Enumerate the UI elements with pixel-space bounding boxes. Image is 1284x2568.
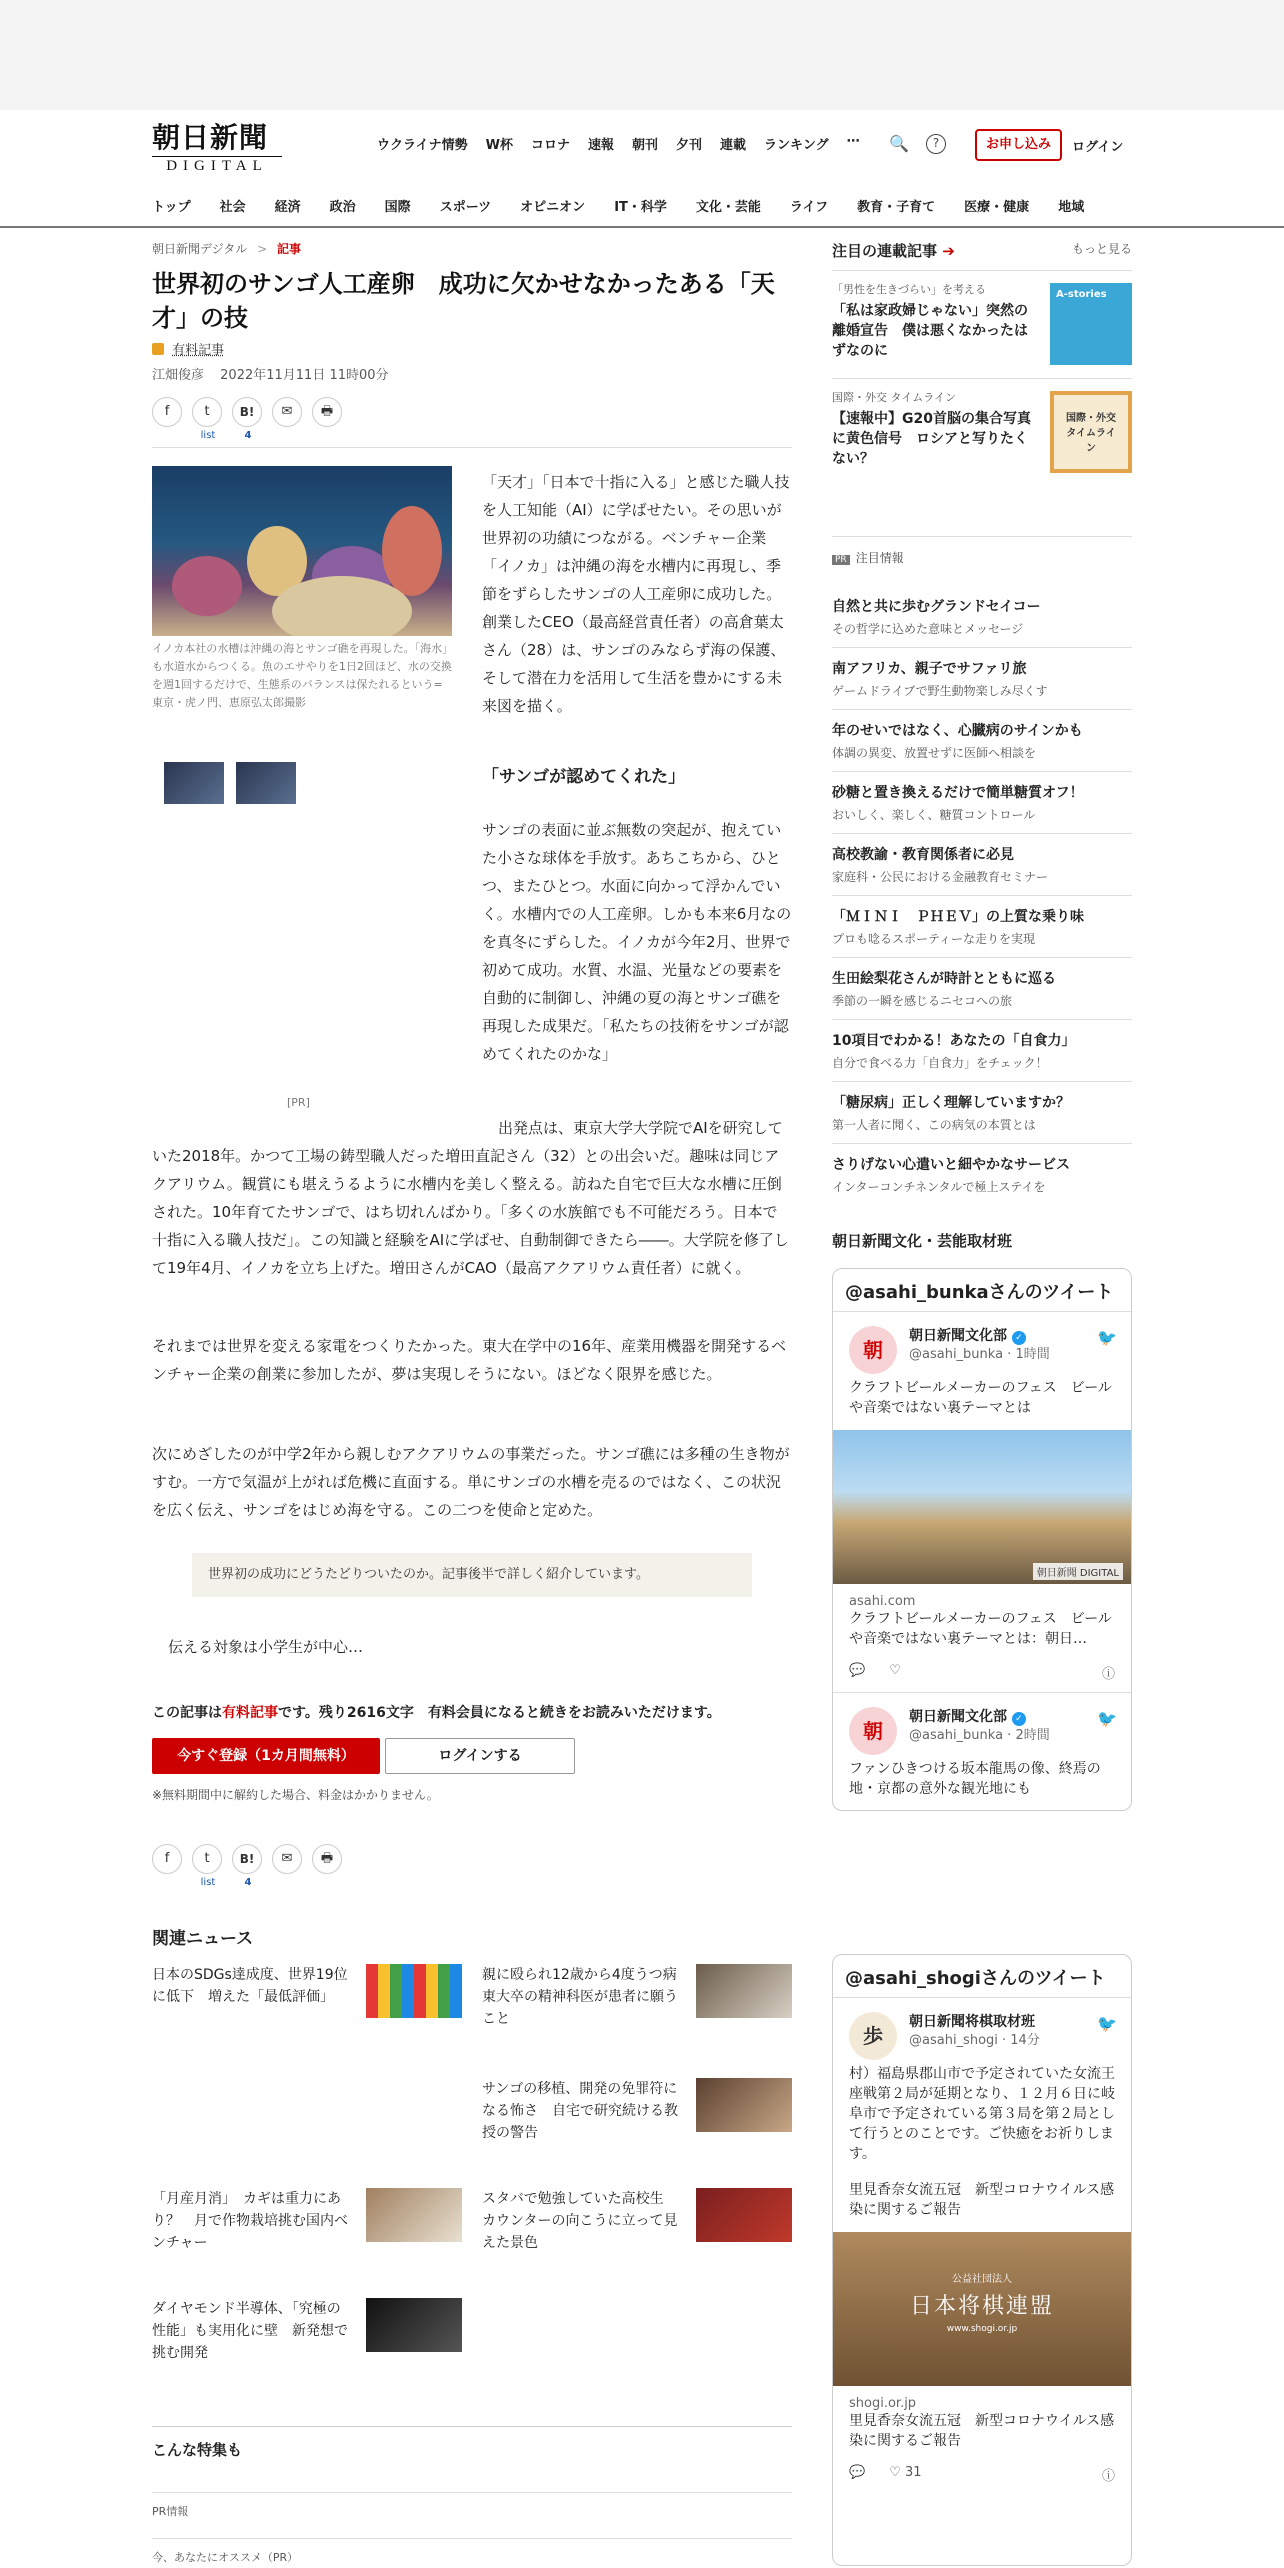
nav-item-wcup[interactable]: W杯 <box>485 138 513 153</box>
pr-item[interactable] <box>832 772 1132 834</box>
pr-sub: 第一人者に聞く、この病気の本質とは <box>832 1118 1036 1132</box>
publish-date: 2022年11月11日 11時00分 <box>220 368 389 383</box>
series-thumbnail[interactable]: 国際・外交 タイムライン <box>1050 391 1132 473</box>
pr-title[interactable]: 「糖尿病」正しく理解していますか？ <box>832 1095 1070 1111</box>
bunka-twitter-embed <box>832 1268 1132 1811</box>
series-item[interactable] <box>832 378 1132 478</box>
pr-item[interactable] <box>832 896 1132 958</box>
sidebar <box>832 240 1132 2484</box>
help-icon[interactable]: ? <box>926 134 946 154</box>
article-paragraph-3 <box>152 1114 792 1282</box>
tweet-link-domain[interactable]: shogi.or.jp <box>849 2396 917 2411</box>
arrow-right-icon: ➔ <box>942 242 955 260</box>
related-title[interactable]: ダイヤモンド半導体、「究極の性能」も実用化に壁 新発想で挑む開発 <box>152 2301 348 2361</box>
pr-sub: プロも唸るスポーティーな走りを実現 <box>832 932 1036 946</box>
pr-sub: 家庭科・公民における金融教育セミナー <box>832 870 1049 884</box>
pr-title[interactable]: 高校教諭・教育関係者に必見 <box>832 847 1014 863</box>
tweet[interactable] <box>833 1997 1131 2494</box>
photo-caption: イノカ本社の水槽は沖縄の海とサンゴ礁を再現した。「海水」も水道水からつくる。魚のエサやりを1日2回ほど、水の交換を週1回するだけで、生態系のバランスは保たれるという=東京・虎ノ門、恵原弘太郎撮影 <box>152 642 452 709</box>
nav-item-ukraine[interactable]: ウクライナ情勢 <box>377 138 468 153</box>
share-count[interactable]: 4 <box>244 430 252 441</box>
info-icon[interactable]: ⓘ <box>1101 2469 1115 2484</box>
twitter-embed-heading[interactable]: @asahi_bunkaさんのツイート <box>845 1282 1114 1303</box>
pr-sub: 体調の異変、放置せずに医師へ相談を <box>832 746 1037 760</box>
nav-item-corona[interactable]: コロナ <box>530 138 570 153</box>
top-ad-band <box>0 0 1284 110</box>
lock-icon <box>152 343 164 355</box>
avatar[interactable]: 朝 <box>849 1326 897 1374</box>
tweet-image-text-1: 公益社団法人 <box>952 2274 1012 2285</box>
tweet-image-text-2: 日本将棋連盟 <box>909 2294 1054 2319</box>
logo-main: 朝日新聞 <box>152 121 269 154</box>
like-icon: ♡ <box>889 2465 901 2480</box>
share-bar-bottom <box>152 1844 342 1888</box>
related-title[interactable]: サンゴの移植、開発の免罪符になる怖さ 自宅で研究続ける教授の警告 <box>482 2081 678 2141</box>
logo-sub: DIGITAL <box>152 156 282 175</box>
tweet-author[interactable]: 朝日新聞将棋取材班 <box>909 2014 1035 2030</box>
related-thumbnail[interactable] <box>366 2298 462 2352</box>
nav-item-series[interactable]: 連載 <box>720 138 747 153</box>
tweet-author-name: 朝日新聞文化部 <box>909 1709 1007 1725</box>
reply-icon[interactable]: 💬 <box>849 2465 866 2480</box>
section-sports[interactable]: スポーツ <box>439 200 492 215</box>
twitter-bird-icon[interactable]: 🐦 <box>1097 1709 1117 1728</box>
mail-share-icon[interactable]: ✉ <box>272 1844 302 1874</box>
nav-item-evening[interactable]: 夕刊 <box>676 138 703 153</box>
verified-icon: ✓ <box>1012 1712 1026 1726</box>
like-count: 31 <box>904 2465 922 2480</box>
section-it-science[interactable]: IT・科学 <box>614 200 667 215</box>
tweet-author-name: 朝日新聞文化部 <box>909 1328 1007 1344</box>
pr-title[interactable]: 「ＭＩＮＩ ＰＨＥＶ」の上質な乗り味 <box>832 909 1084 925</box>
tweet-actions <box>849 1663 1115 1682</box>
section-top[interactable]: トップ <box>152 200 191 215</box>
section-society[interactable]: 社会 <box>219 200 246 215</box>
tweet-body: ファンひきつける坂本龍馬の像、終焉の地・京都の意外な観光地にも <box>849 1761 1101 1797</box>
pr-sub: インターコンチネンタルで極上ステイを <box>832 1180 1046 1194</box>
related-item[interactable] <box>152 1964 462 2008</box>
tweet-handle[interactable]: @asahi_bunka · 1時間 <box>909 1347 1050 1362</box>
like-button[interactable] <box>889 2465 921 2484</box>
twitter-bird-icon[interactable]: 🐦 <box>1097 2014 1117 2033</box>
related-item[interactable] <box>482 1964 792 2030</box>
paragraph-3-start: 出発点は、東京大学大学院でAIを研究 <box>498 1119 753 1137</box>
article-trailing: 伝える対象は小学生が中心… <box>168 1638 364 1656</box>
pr-title[interactable]: 南アフリカ、親子でサファリ旅 <box>832 661 1027 677</box>
share-list-label[interactable]: list <box>200 430 216 441</box>
avatar[interactable]: 歩 <box>849 2012 897 2060</box>
section-culture[interactable]: 文化・芸能 <box>695 200 761 215</box>
pr-tag: PR <box>832 555 850 565</box>
more-icon[interactable]: ⋯ <box>846 134 860 149</box>
like-icon[interactable]: ♡ <box>889 1663 901 1678</box>
series-heading-text: 注目の連載記事 <box>832 242 938 260</box>
twitter-share-icon[interactable] <box>192 397 222 441</box>
section-region[interactable]: 地域 <box>1058 200 1085 215</box>
section-nav <box>152 196 1084 215</box>
article-paragraph-4: それまでは世界を変える家電をつくりたかった。東大在学中の16年、産業用機器を開発するベンチャー企業の創業に参加したが、夢は実現しそうにない。ほどなく限界を感じた。 <box>152 1337 787 1383</box>
related-item[interactable] <box>482 2188 792 2254</box>
mail-share-icon[interactable]: ✉ <box>272 397 302 427</box>
pr-title[interactable]: 10項目でわかる！あなたの「自食力」 <box>832 1033 1076 1049</box>
photo-thumbnails <box>164 762 296 804</box>
pr-sub: ゲームドライブで野生動物楽しみ尽くす <box>832 684 1048 698</box>
breadcrumb-current[interactable]: 記事 <box>277 242 302 256</box>
hatena-glyph: B! <box>239 405 255 419</box>
search-icon[interactable]: 🔍 <box>889 134 909 153</box>
breadcrumb <box>152 240 792 257</box>
paid-label: 有料記事 <box>172 343 225 358</box>
paywall-message <box>152 1702 721 1722</box>
tweet-author[interactable] <box>909 1326 1115 1346</box>
related-title[interactable]: スタバで勉強していた高校生 カウンターの向こうに立って見えた景色 <box>482 2191 678 2251</box>
series-heading[interactable] <box>832 240 955 261</box>
attention-label: 注目情報 <box>855 551 904 565</box>
nav-item-breaking[interactable]: 速報 <box>587 138 614 153</box>
pr-title[interactable]: 自然と共に歩むグランドセイコー <box>832 599 1041 615</box>
tweet-image-text-3: www.shogi.or.jp <box>946 2324 1018 2334</box>
article-notice: 世界初の成功にどうたどりついたのか。記事後半で詳しく紹介しています。 <box>192 1553 752 1597</box>
tweet-body: 村）福島県郡山市で予定されていた女流王座戦第２局が延期となり、１２月６日に岐阜市で予定されている第３局を第２局として行うとのことです。ご快癒をお祈りします。 <box>849 2066 1115 2162</box>
login-button[interactable]: ログインする <box>385 1738 575 1774</box>
breadcrumb-home[interactable]: 朝日新聞デジタル <box>152 242 248 256</box>
series-title[interactable]: 「私は家政婦じゃない」突然の離婚宣告 僕は悪くなかったはずなのに <box>832 303 1028 359</box>
pr-sub: 季節の一瞬を感じるニセコへの旅 <box>832 994 1013 1008</box>
reply-icon[interactable]: 💬 <box>849 1663 866 1678</box>
paywall-paid[interactable]: 有料記事 <box>222 1705 278 1721</box>
site-header <box>0 110 1284 228</box>
related-title[interactable]: 「月産月消」 カギは重力にあり？ 月で作物栽培挑む国内ベンチャー <box>152 2191 348 2251</box>
section-health[interactable]: 医療・健康 <box>964 200 1030 215</box>
tweet[interactable] <box>833 1692 1131 1810</box>
article-subhead: 「サンゴが認めてくれた」 <box>482 767 686 787</box>
related-thumbnail[interactable] <box>696 2078 792 2132</box>
article-paragraph-5: 次にめざしたのが中学2年から親しむアクアリウムの事業だった。サンゴ礁には多種の生き物がすむ。一方で気温が上がれば危機に直面する。単にサンゴの水槽を売るのではなく、この状況を広く伝え、サンゴをはじめ海を守る。この二つを使命と定めた。 <box>152 1445 790 1519</box>
related-thumbnail[interactable] <box>366 1964 462 2018</box>
tweet-link-title[interactable]: クラフトビールメーカーのフェス ビールや音楽ではない裏テーマとは：朝日… <box>849 1611 1112 1647</box>
coral-shape <box>272 576 412 636</box>
pr-label: [PR] <box>287 1096 310 1109</box>
series-title[interactable]: 【速報中】G20首脳の集合写真に黄色信号 ロシアと写りたくない？ <box>832 411 1031 467</box>
tweet-image[interactable] <box>833 1430 1131 1584</box>
attention-heading <box>832 536 1132 566</box>
section-economy[interactable]: 経済 <box>274 200 301 215</box>
recommend-heading: 今、あなたにオススメ（PR） <box>152 2538 792 2565</box>
pr-item[interactable] <box>832 834 1132 896</box>
site-logo[interactable] <box>152 122 282 178</box>
pr-item[interactable] <box>832 1020 1132 1082</box>
thumbnail-1[interactable] <box>164 762 224 804</box>
pr-title[interactable]: 生田絵梨花さんが時計とともに巡る <box>832 971 1056 987</box>
related-title[interactable]: 親に殴られ12歳から4度うつ病 東大卒の精神科医が患者に願うこと <box>482 1967 691 2027</box>
byline <box>152 364 792 383</box>
thumbnail-2[interactable] <box>236 762 296 804</box>
hatena-share-icon[interactable] <box>232 397 262 441</box>
hatena-glyph: B! <box>239 1852 255 1866</box>
pr-item[interactable] <box>832 710 1132 772</box>
tweet-handle[interactable]: @asahi_shogi · 14分 <box>909 2033 1040 2048</box>
tweet-handle[interactable]: @asahi_bunka · 2時間 <box>909 1728 1050 1743</box>
series-more-link[interactable]: もっと見る <box>1071 242 1132 256</box>
twitter-bird-icon[interactable]: 🐦 <box>1097 1328 1117 1347</box>
article-title: 世界初のサンゴ人工産卵 成功に欠かせなかったある「天才」の技 <box>152 270 775 332</box>
divider <box>152 447 792 448</box>
pr-sub: その哲学に込めた意味とメッセージ <box>832 622 1024 636</box>
pr-item[interactable] <box>832 586 1132 648</box>
twitter-share-icon[interactable] <box>192 1844 222 1888</box>
info-icon[interactable]: ⓘ <box>1101 1667 1115 1682</box>
coral-shape <box>382 506 442 596</box>
tweet-body-2: 里見香奈女流五冠 新型コロナウイルス感染に関するご報告 <box>849 2182 1115 2218</box>
pr-sub: おいしく、楽しく、糖質コントロール <box>832 808 1036 822</box>
tweet[interactable] <box>833 1311 1131 1692</box>
series-thumbnail[interactable]: A-stories <box>1050 283 1132 365</box>
share-bar <box>152 397 792 441</box>
pr-item[interactable] <box>832 648 1132 710</box>
article-lead: 「天才」「日本で十指に入る」と感じた職人技を人工知能（AI）に学ばせたい。その思いが世界初の功績につながる。ベンチャー企業「イノカ」は沖縄の海を水槽内に再現し、季節をずらしたサンゴの人工産卵に成功した。創業したCEO（最高経営責任者）の高倉葉太さん（28）は、サンゴのみならず海の保護、そして潜在力を活用して生活を豊かにする未来図を描く。 <box>482 473 790 715</box>
tweet-actions <box>849 2465 1115 2484</box>
tweet-image[interactable] <box>833 2232 1131 2386</box>
section-international[interactable]: 国際 <box>384 200 411 215</box>
related-item[interactable] <box>152 2298 462 2364</box>
login-link[interactable]: ログイン <box>1072 140 1124 155</box>
paid-badge <box>152 339 792 358</box>
pr-title[interactable]: さりげない心遣いと細やかなサービス <box>832 1157 1070 1173</box>
trial-note: ※無料期間中に解約した場合、料金はかかりません。 <box>152 1788 439 1802</box>
facebook-share-icon[interactable]: f <box>152 1844 182 1874</box>
tweet-link-title[interactable]: 里見香奈女流五冠 新型コロナウイルス感染に関するご報告 <box>849 2413 1115 2449</box>
paywall-text-b: です。残り2616文字 有料会員になると続きをお読みいただけます。 <box>278 1705 721 1721</box>
series-kicker: 国際・外交 タイムライン <box>832 391 956 404</box>
top-nav <box>377 134 878 153</box>
pr-item[interactable] <box>832 1082 1132 1144</box>
facebook-share-icon[interactable]: f <box>152 397 182 427</box>
pr-info: PR情報 <box>152 2492 792 2519</box>
register-button[interactable]: 今すぐ登録（1カ月間無料） <box>152 1738 380 1774</box>
breadcrumb-separator: > <box>257 242 268 256</box>
related-title[interactable]: 日本のSDGs達成度、世界19位に低下 増えた「最低評価」 <box>152 1967 348 2005</box>
hatena-share-icon[interactable] <box>232 1844 262 1888</box>
apply-button[interactable]: お申し込み <box>975 129 1062 161</box>
share-list-label[interactable]: list <box>200 1877 216 1888</box>
section-politics[interactable]: 政治 <box>329 200 356 215</box>
pr-title[interactable]: 砂糖と置き換えるだけで簡単糖質オフ！ <box>832 785 1084 801</box>
pr-item[interactable] <box>832 958 1132 1020</box>
avatar[interactable]: 朝 <box>849 1707 897 1755</box>
series-kicker: 「男性を生きづらい」を考える <box>832 283 986 296</box>
nav-item-morning[interactable]: 朝刊 <box>632 138 659 153</box>
related-thumbnail[interactable] <box>366 2188 462 2242</box>
section-life[interactable]: ライフ <box>789 200 829 215</box>
pr-item[interactable] <box>832 1144 1132 1206</box>
article-photo[interactable] <box>152 466 452 636</box>
series-header <box>832 240 1132 261</box>
tweet-image-brand: 朝日新聞 DIGITAL <box>1033 1563 1123 1580</box>
tweet-link-domain[interactable]: asahi.com <box>849 1594 916 1609</box>
print-icon[interactable]: 🖶 <box>312 1844 342 1874</box>
tweet-author[interactable] <box>909 1707 1115 1727</box>
section-opinion[interactable]: オピニオン <box>520 200 586 215</box>
pr-sub: 自分で食べる力「自食力」をチェック！ <box>832 1056 1048 1070</box>
related-item[interactable] <box>482 2078 792 2144</box>
related-thumbnail[interactable] <box>696 1964 792 2018</box>
twitter-glyph: t <box>204 1851 210 1866</box>
tweet-body: クラフトビールメーカーのフェス ビールや音楽ではない裏テーマとは <box>849 1380 1112 1416</box>
author: 江畑俊彦 <box>152 368 205 383</box>
series-item[interactable] <box>832 270 1132 370</box>
related-heading: 関連ニュース <box>152 1929 254 1949</box>
twitter-embed-heading[interactable]: @asahi_shogiさんのツイート <box>845 1968 1106 1989</box>
article-main <box>152 240 792 2564</box>
section-education[interactable]: 教育・子育て <box>857 200 936 215</box>
pr-title[interactable]: 年のせいではなく、心臓病のサインかも <box>832 723 1083 739</box>
article-paragraph-2: サンゴの表面に並ぶ無数の突起が、抱えていた小さな球体を手放す。あちこちから、ひとつ、またひとつ。水面に向かって浮かんでいく。水槽内での人工産卵。しかも本来6月なのを真冬にずらした。イノカが今年2月、世界で初めて成功。水質、水温、光量などの要素を自動的に制御し、沖縄の夏の海とサンゴ礁を再現した成果だ。「私たちの技術をサンゴが認めてくれたのかな」 <box>482 821 792 1063</box>
bunka-heading: 朝日新聞文化・芸能取材班 <box>832 1232 1013 1250</box>
related-thumbnail[interactable] <box>696 2188 792 2242</box>
print-icon[interactable]: 🖶 <box>312 397 342 427</box>
shogi-twitter-embed <box>832 1954 1132 2566</box>
paragraph-3-rest: していた2018年。かつて工場の鋳型職人だった増田直記さん（32）との出会いだ。趣味は同じアクアリウム。観賞にも堪えうるように水槽内を美しく整える。訪ねた自宅で巨大な水槽に圧倒された。10年育てたサンゴで、はち切れんばかり。「多くの水族館でも不可能だろう。日本で十指に入る職人技だ」。この知識と経験をAIに学ばせ、自動制御できたら――。大学院を修了して19年4月、イノカを立ち上げた。増田さんがCAO（最高アクアリウム責任者）に就く。 <box>152 1119 789 1277</box>
coral-shape <box>172 556 242 616</box>
related-item[interactable] <box>152 2188 462 2254</box>
paywall-text-a: この記事は <box>152 1705 222 1721</box>
verified-icon: ✓ <box>1012 1331 1026 1345</box>
nav-item-ranking[interactable]: ランキング <box>764 138 829 153</box>
twitter-glyph: t <box>204 404 210 419</box>
feature-heading: こんな特集も <box>152 2426 792 2460</box>
share-count[interactable]: 4 <box>244 1877 252 1888</box>
